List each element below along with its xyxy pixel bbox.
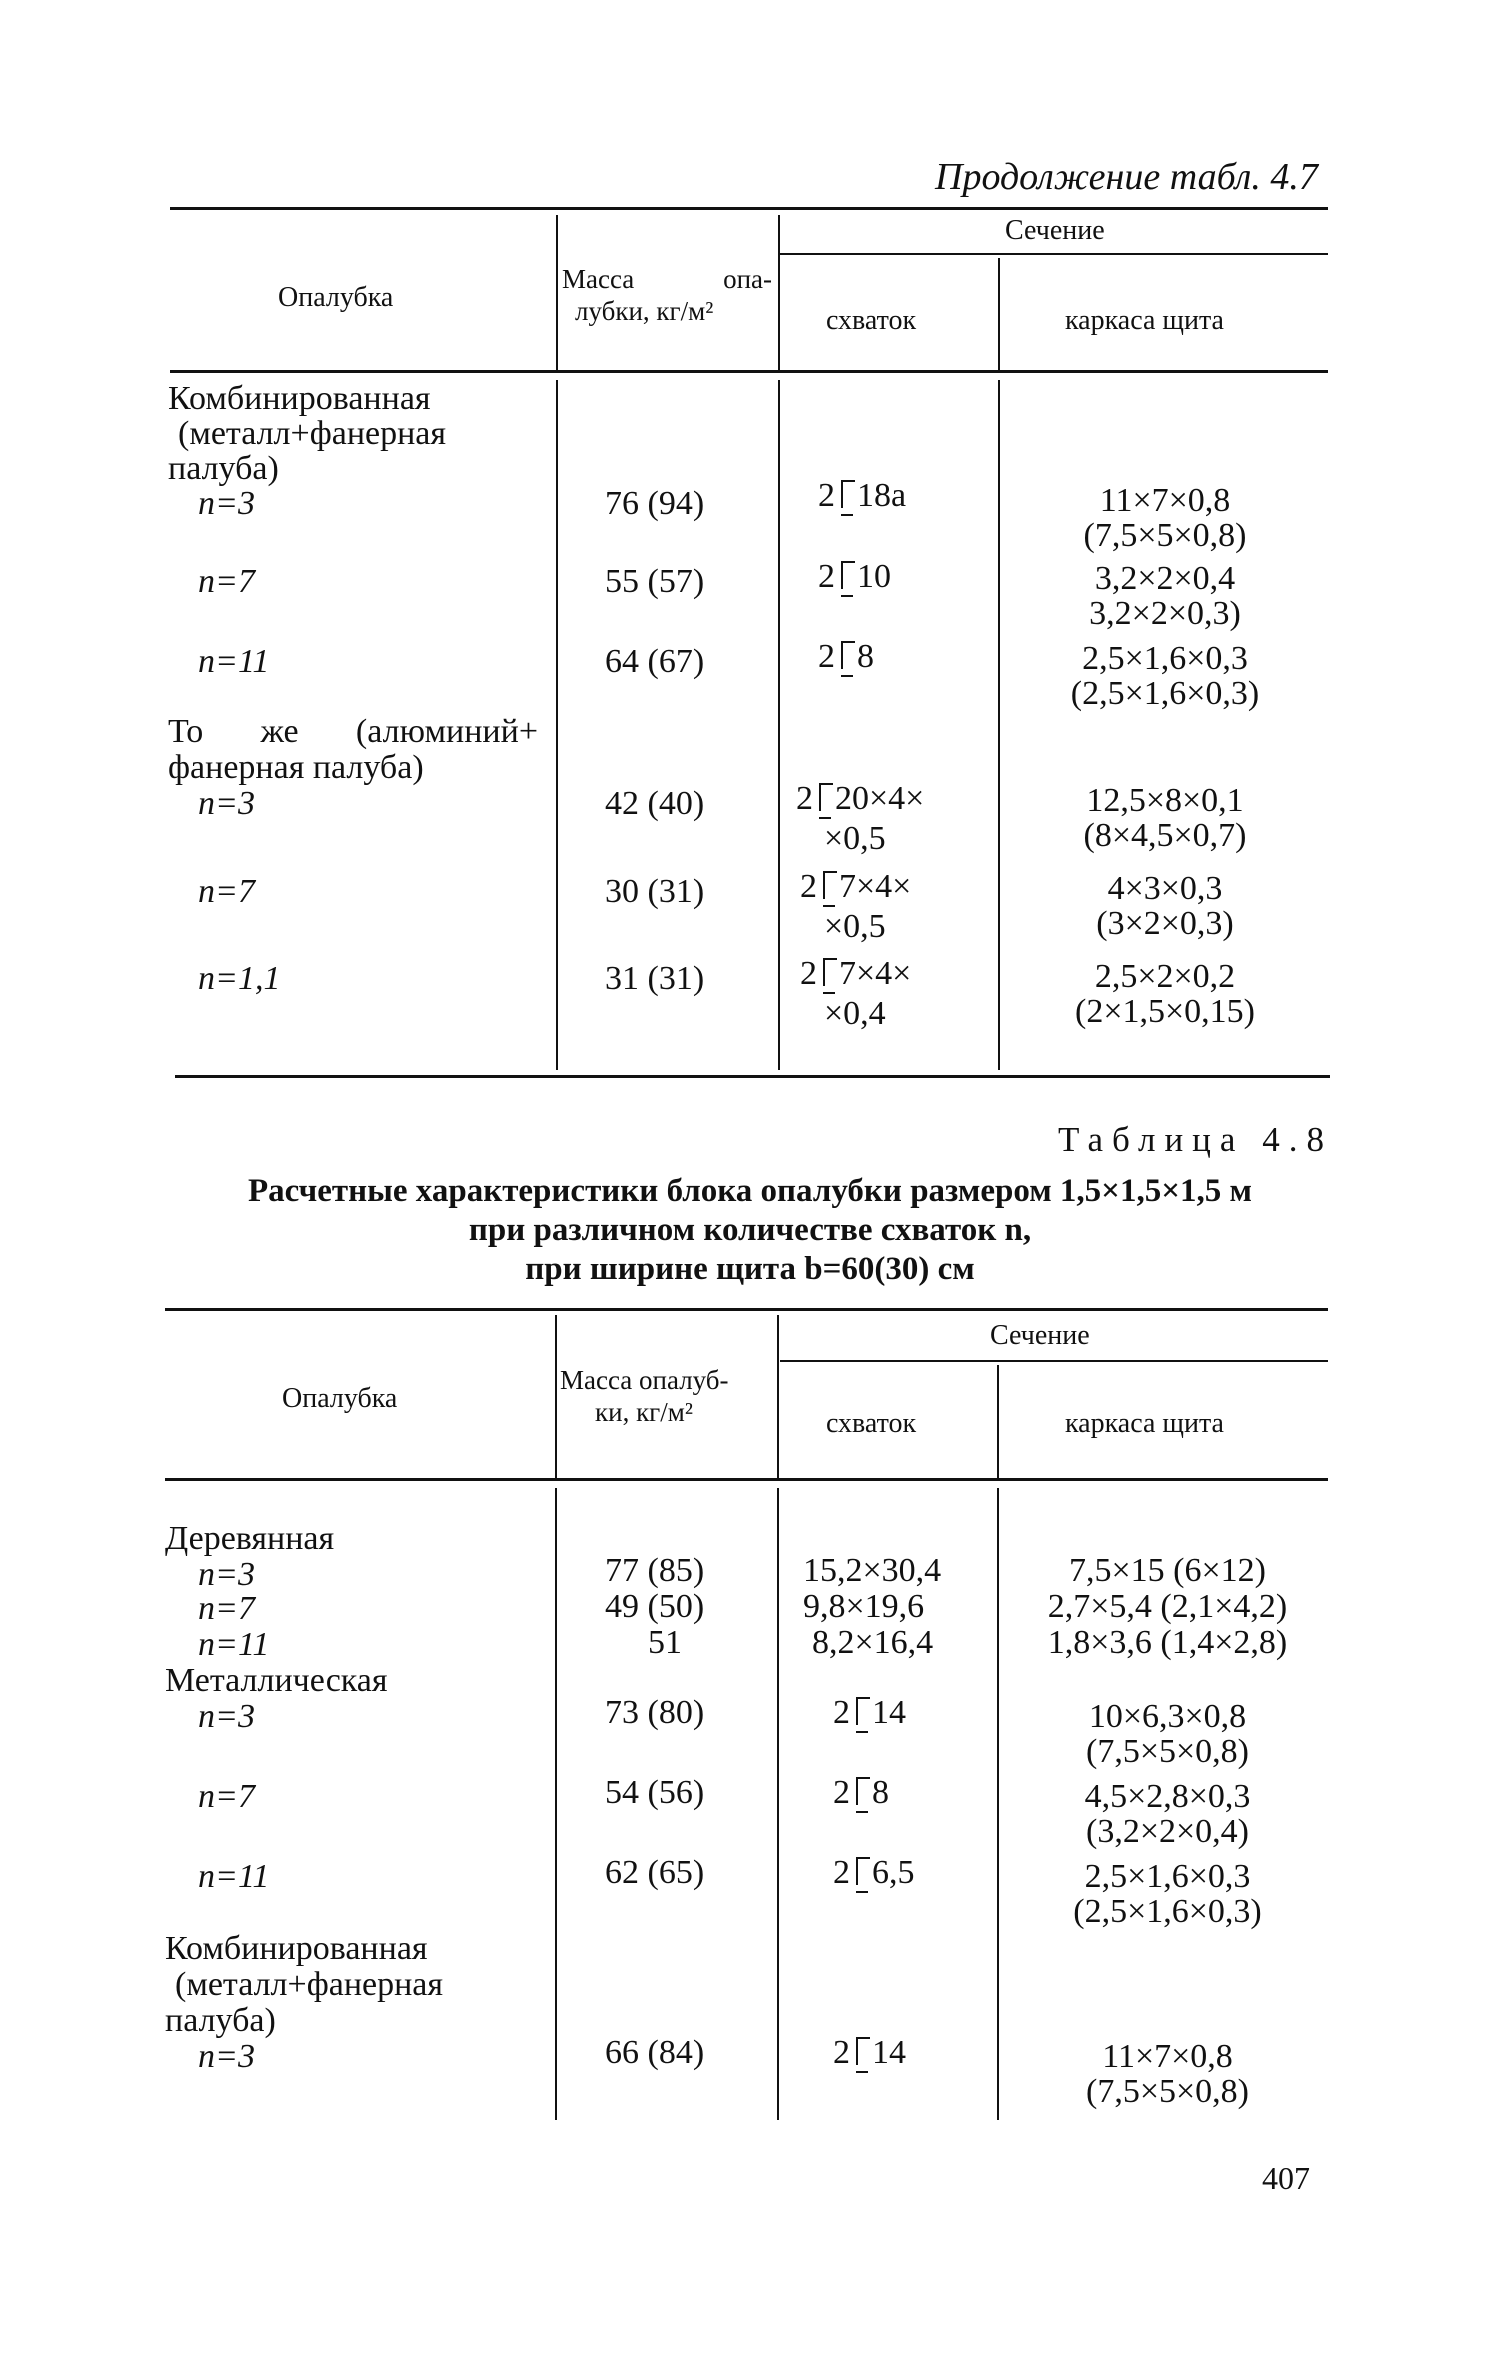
row-clamp: 8,2×16,4 [812, 1624, 934, 1661]
table2-header-mass-line2: ки, кг/м² [595, 1397, 693, 1427]
table1-group1-name-line3: палуба) [168, 450, 279, 487]
row-mass: 51 [648, 1624, 682, 1661]
table2-vline-1h [555, 1315, 557, 1478]
table1-header-section: Сечение [1005, 215, 1105, 246]
row-mass: 77 (85) [605, 1552, 705, 1589]
table1-header-clamps: схваток [826, 305, 917, 336]
row-frame-line1: 11×7×0,8 [1102, 2038, 1233, 2075]
row-mass: 30 (31) [605, 873, 705, 910]
row-frame-line2: (7,5×5×0,8) [1083, 517, 1247, 554]
row-frame-line2: (8×4,5×0,7) [1083, 817, 1247, 854]
row-clamp: 2 14 [833, 1694, 906, 1731]
channel-icon [837, 559, 855, 593]
row-frame: 1,8×3,6 (1,4×2,8) [1047, 1624, 1288, 1661]
table1-vline-3 [998, 380, 1000, 1070]
table1-group1-name-line1: Комбинированная [168, 380, 431, 417]
table2-section-rule [780, 1360, 1328, 1362]
row-n: n=7 [198, 1778, 255, 1815]
table1-vline-2 [778, 380, 780, 1070]
row-frame: 2,7×5,4 (2,1×4,2) [1047, 1588, 1288, 1625]
row-n: n=11 [198, 1626, 270, 1663]
table2-group-wood-name: Деревянная [165, 1520, 335, 1557]
row-frame-line2: (2,5×1,6×0,3) [1073, 1893, 1262, 1930]
table2-group-combo-name-line1: Комбинированная [165, 1930, 428, 1967]
table2-header-rule [165, 1478, 1328, 1481]
table2-vline-3 [997, 1488, 999, 2120]
table1-section-rule [780, 253, 1328, 255]
row-frame-line1: 3,2×2×0,4 [1094, 560, 1236, 597]
table1-vline-1h [556, 215, 558, 370]
row-clamp: 2 14 [833, 2034, 906, 2071]
row-mass: 54 (56) [605, 1774, 705, 1811]
table2-group-combo-name-line2: (металл+фанерная [175, 1966, 444, 2003]
row-n: n=3 [198, 1698, 255, 1735]
row-n: n=7 [198, 1590, 255, 1627]
row-n: n=7 [198, 563, 255, 600]
row-mass: 31 (31) [605, 960, 705, 997]
row-frame-line2: (7,5×5×0,8) [1086, 1733, 1249, 1770]
table2-group-metal-name: Металлическая [165, 1662, 388, 1699]
channel-icon [819, 956, 837, 990]
table1-header-mass-line1: Масса опа- [562, 264, 772, 294]
table2-title-line2: при различном количестве схваток n, [468, 1212, 1032, 1248]
row-clamp: 2 8 [833, 1774, 889, 1811]
row-frame-line1: 4,5×2,8×0,3 [1084, 1778, 1251, 1815]
row-mass: 64 (67) [605, 643, 705, 680]
table2-label: Таблица 4.8 [1058, 1120, 1333, 1159]
table1-header-frame: каркаса щита [1065, 305, 1224, 336]
row-frame-line2: (2,5×1,6×0,3) [1070, 675, 1260, 712]
row-mass: 73 (80) [605, 1694, 705, 1731]
row-clamp-line2: ×0,5 [824, 908, 886, 945]
row-clamp-line1: 2 7×4× [800, 955, 912, 992]
row-n: n=3 [198, 785, 255, 822]
row-frame-line2: (7,5×5×0,8) [1086, 2073, 1249, 2110]
row-clamp: 2 18a [818, 477, 907, 514]
row-mass: 55 (57) [605, 563, 705, 600]
table1-group1-name-line2: (металл+фанерная [178, 415, 447, 452]
row-clamp-line1: 2 7×4× [800, 868, 912, 905]
table2-title-line3: при ширине щита b=60(30) см [525, 1251, 975, 1287]
row-clamp: 2 6,5 [833, 1854, 915, 1891]
table2-group-combo-name-line3: палуба) [165, 2002, 276, 2039]
row-n: n=11 [198, 1858, 270, 1895]
table1-group2-name-line1: То же (алюминий+ [168, 713, 538, 750]
channel-icon [819, 869, 837, 903]
row-frame-line2: 3,2×2×0,3) [1089, 595, 1241, 632]
table2-header-frame: каркаса щита [1065, 1408, 1224, 1439]
row-clamp-line2: ×0,4 [824, 995, 886, 1032]
table1-header-rule [170, 370, 1328, 373]
row-mass: 66 (84) [605, 2034, 705, 2071]
page-number: 407 [1262, 2160, 1310, 2196]
row-frame-line1: 2,5×2×0,2 [1094, 958, 1236, 995]
table1-header-mass-line2: лубки, кг/м² [575, 296, 714, 326]
row-clamp-line2: ×0,5 [824, 820, 886, 857]
table2-title-line1: Расчетные характеристики блока опалубки размером 1,5×1,5×1,5 м [247, 1173, 1253, 1209]
row-frame: 7,5×15 (6×12) [1069, 1552, 1266, 1589]
table1-vline-1 [556, 380, 558, 1070]
row-clamp: 2 10 [818, 558, 891, 595]
channel-icon [837, 478, 855, 512]
channel-icon [837, 639, 855, 673]
table1-top-rule [170, 207, 1328, 210]
row-n: n=11 [198, 643, 270, 680]
table1-vline-2h [778, 215, 780, 370]
channel-icon [815, 781, 833, 815]
row-clamp-line1: 2 20×4× [796, 780, 925, 817]
row-n: n=1,1 [198, 960, 281, 997]
row-mass: 76 (94) [605, 485, 705, 522]
table2-header-section: Сечение [990, 1320, 1090, 1351]
table2-header-formwork: Опалубка [282, 1383, 398, 1414]
table2-header-clamps: схваток [826, 1408, 917, 1439]
row-n: n=3 [198, 1556, 255, 1593]
channel-icon [852, 1855, 870, 1889]
channel-icon [852, 1775, 870, 1809]
row-n: n=3 [198, 485, 255, 522]
row-frame-line1: 4×3×0,3 [1107, 870, 1223, 907]
continuation-title: Продолжение табл. 4.7 [935, 156, 1318, 198]
row-frame-line1: 10×6,3×0,8 [1088, 1698, 1247, 1735]
row-n: n=3 [198, 2038, 255, 2075]
row-clamp: 15,2×30,4 [803, 1552, 942, 1589]
channel-icon [852, 1695, 870, 1729]
table1-header-formwork: Опалубка [278, 282, 394, 313]
row-clamp: 2 8 [818, 638, 874, 675]
row-mass: 49 (50) [605, 1588, 705, 1625]
row-mass: 42 (40) [605, 785, 705, 822]
table2-top-rule [165, 1308, 1328, 1311]
row-frame-line1: 11×7×0,8 [1099, 482, 1231, 519]
row-frame-line2: (3×2×0,3) [1096, 905, 1234, 942]
row-frame-line1: 2,5×1,6×0,3 [1082, 640, 1248, 677]
row-mass: 62 (65) [605, 1854, 705, 1891]
table1-vline-3h [998, 258, 1000, 370]
row-frame-line1: 2,5×1,6×0,3 [1084, 1858, 1251, 1895]
row-n: n=7 [198, 873, 255, 910]
table2-vline-2 [777, 1488, 779, 2120]
row-frame-line1: 12,5×8×0,1 [1086, 782, 1244, 819]
table2-vline-3h [997, 1365, 999, 1478]
channel-icon [852, 2035, 870, 2069]
table2-header-mass-line1: Масса опалуб- [560, 1365, 729, 1395]
table1-bottom-rule [175, 1075, 1330, 1078]
row-clamp: 9,8×19,6 [803, 1588, 925, 1625]
row-frame-line2: (2×1,5×0,15) [1075, 993, 1255, 1030]
table2-vline-2h [777, 1315, 779, 1478]
table1-group2-name-line2: фанерная палуба) [168, 749, 424, 786]
row-frame-line2: (3,2×2×0,4) [1086, 1813, 1249, 1850]
table2-vline-1 [555, 1488, 557, 2120]
